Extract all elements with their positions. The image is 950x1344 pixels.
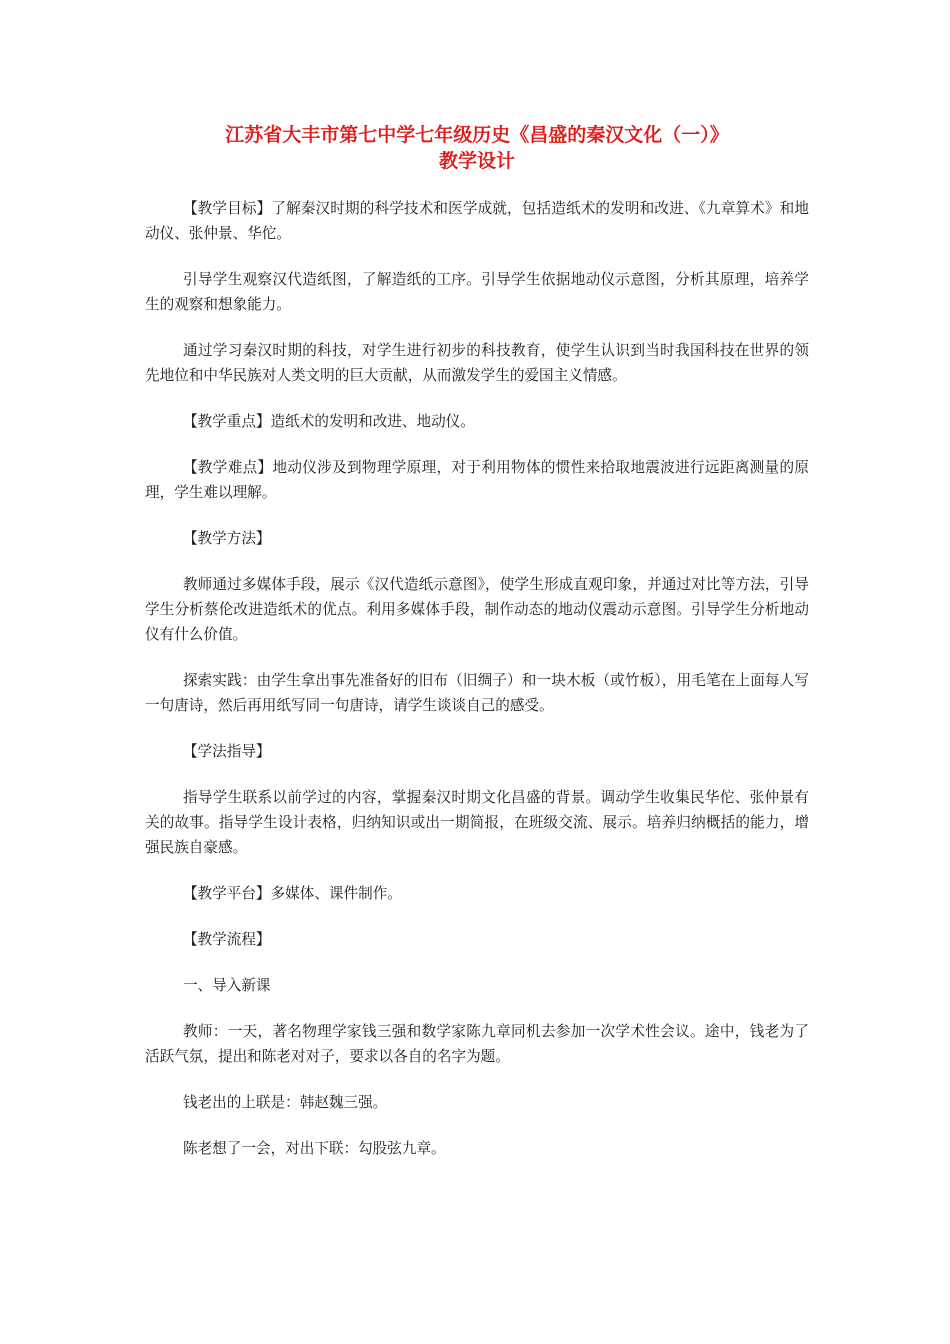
- section-label: 【教学重点】: [182, 413, 271, 430]
- paragraph-text: 了解秦汉时期的科学技术和医学成就，包括造纸术的发明和改进、《九章算术》和地动仪、张仲景、华佗。: [145, 200, 809, 242]
- section-label: 【教学方法】: [182, 530, 271, 547]
- document-title: [145, 122, 809, 174]
- paragraph-study-guidance: [145, 785, 809, 860]
- title-line-1: 江苏省大丰市第七中学七年级历史《昌盛的秦汉文化（一）》: [225, 124, 729, 146]
- paragraph-teaching-objectives: [145, 196, 809, 246]
- heading-teaching-methods: [145, 526, 809, 551]
- section-label: 【教学难点】: [182, 459, 273, 476]
- paragraph-second-couplet: [145, 1136, 809, 1161]
- paragraph-first-couplet: [145, 1090, 809, 1115]
- paragraph-text: 多媒体、课件制作。: [270, 885, 402, 902]
- paragraph-text: 造纸术的发明和改进、地动仪。: [270, 413, 475, 430]
- paragraph-text: 一、导入新课: [182, 977, 271, 994]
- paragraph-text: 引导学生观察汉代造纸图，了解造纸的工序。引导学生依据地动仪示意图，分析其原理，培养学生的观察和想象能力。: [145, 271, 809, 313]
- heading-teaching-process: [145, 927, 809, 952]
- section-label: 【教学平台】: [182, 885, 271, 902]
- paragraph-intro-heading: [145, 973, 809, 998]
- paragraph-text: 地动仪涉及到物理学原理，对于利用物体的惯性来拾取地震波进行远距离测量的原理，学生难以理解。: [145, 459, 809, 501]
- paragraph-text: 通过学习秦汉时期的科技，对学生进行初步的科技教育，使学生认识到当时我国科技在世界的领先地位和中华民族对人类文明的巨大贡献，从而激发学生的爱国主义情感。: [145, 342, 809, 384]
- paragraph-methods: [145, 572, 809, 647]
- section-label: 【教学目标】: [182, 200, 272, 217]
- paragraph-text: 陈老想了一会，对出下联：勾股弦九章。: [182, 1140, 446, 1157]
- paragraph-difficulties: [145, 455, 809, 505]
- title-line-2: 教学设计: [438, 150, 515, 172]
- paragraph-text: 探索实践：由学生拿出事先准备好的旧布（旧绸子）和一块木板（或竹板），用毛笔在上面每人写一句唐诗，然后再用纸写同一句唐诗，请学生谈谈自己的感受。: [145, 672, 809, 714]
- paragraph-text: 教师：一天，著名物理学家钱三强和数学家陈九章同机去参加一次学术性会议。途中，钱老为了活跃气氛，提出和陈老对对子，要求以各自的名字为题。: [145, 1023, 809, 1065]
- paragraph-key-points: [145, 409, 809, 434]
- paragraph-teacher-story: [145, 1019, 809, 1069]
- paragraph-text: 指导学生联系以前学过的内容，掌握秦汉时期文化昌盛的背景。调动学生收集民华佗、张仲景有关的故事。指导学生设计表格，归纳知识或出一期简报，在班级交流、展示。培养归纳概括的能力，增强民族自豪感。: [145, 789, 809, 856]
- paragraph-teaching-platform: [145, 881, 809, 906]
- document-body: [145, 196, 809, 1161]
- section-label: 【教学流程】: [182, 931, 271, 948]
- section-label: 【学法指导】: [182, 743, 271, 760]
- paragraph-practice: [145, 668, 809, 718]
- paragraph-text: 钱老出的上联是：韩赵魏三强。: [182, 1094, 388, 1111]
- heading-study-guidance: [145, 739, 809, 764]
- paragraph-objective-values: [145, 338, 809, 388]
- document-page: [145, 122, 809, 1182]
- paragraph-objective-skills: [145, 267, 809, 317]
- paragraph-text: 教师通过多媒体手段，展示《汉代造纸示意图》，使学生形成直观印象，并通过对比等方法，引导学生分析蔡伦改进造纸术的优点。利用多媒体手段，制作动态的地动仪震动示意图。引导学生分析地动仪有什么价值。: [145, 576, 809, 643]
